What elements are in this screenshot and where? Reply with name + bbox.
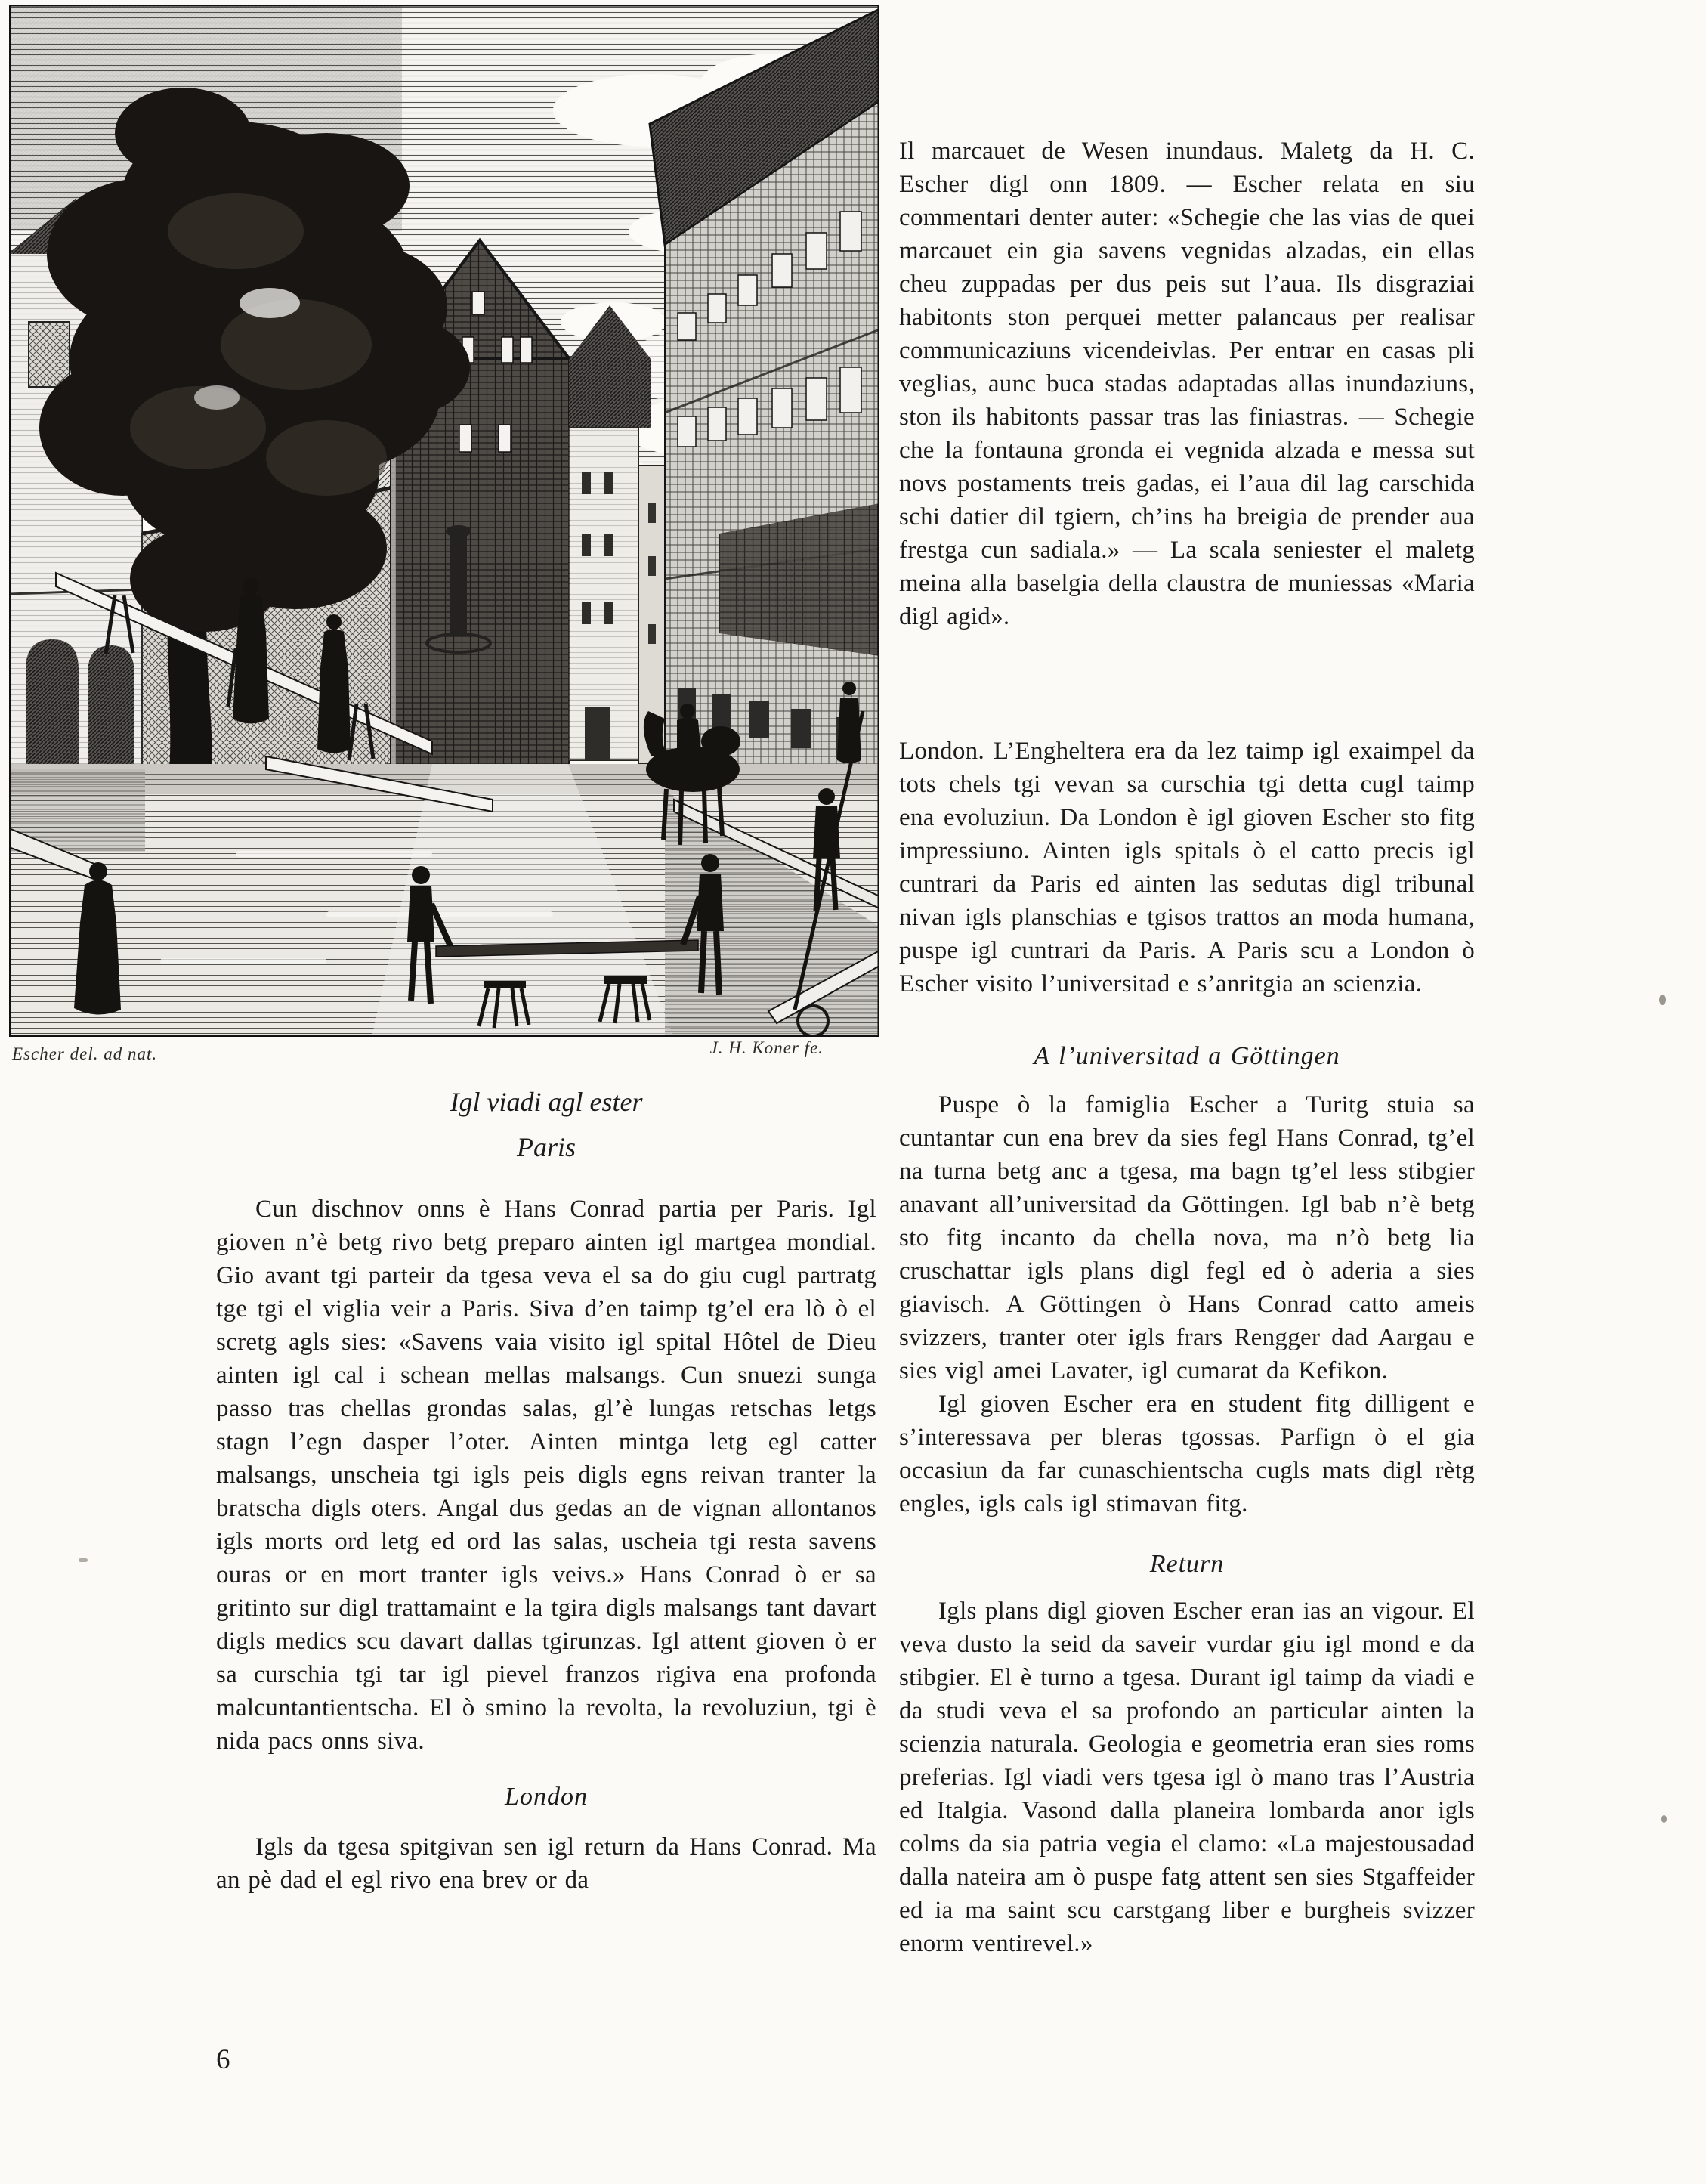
scan-speck <box>1659 995 1666 1005</box>
right-column <box>899 135 1475 1960</box>
paragraph-student: Igl gioven Escher era en student fitg dilligent e s’interessava per bleras tgossas. Parfign ò el gia occasiun da far cunaschientscha cugls mats digl rètg engles, igls cals igl stimavan fitg. <box>899 1391 1475 1517</box>
heading-goettingen: A l’universitad a Göttingen <box>1034 1042 1340 1070</box>
paragraph-image-commentary: Il marcauet de Wesen inundaus. Maletg da H. C. Escher digl onn 1809. — Escher relata en siu commentari denter auter: «Schegie che las vias de quei marcauet ein gia savens vegnidas alzadas, ein ellas cheu zuppadas per dus peis sut l’aua. Ils disgraziai habitonts ston perquei metter palancaus per realisar communicaziuns vicendeivlas. Per entrar en casas pli veglias, aunc buca stadas adaptadas allas inundaziuns, ston ils habitonts passar tras las finiastras. — Schegie che la fontauna gronda ei vegnida alzada e messa sut novs postaments treis gadas, ei l’aua dil lag carschida schi datier dil tgiern, ch’ins ha breigia de prender aua frestga cun sadiala.» — La scala seniester el maletg meina alla baselgia della claustra de muniessas «Maria digl agid». <box>899 138 1475 630</box>
paragraph-paris: Cun dischnov onns è Hans Conrad partia per Paris. Igl gioven n’è betg rivo betg preparo ainten igl martgea mondial. Gio avant tgi parteir da tgesa veva el sa do giu cugl partratg tge tgi el viglia veir a Paris. Siva d’en taimp tg’el era lò ò el scretg agls sies: «Savens vaia visito igl spital Hôtel de Dieu ainten igl cal i schean mellas malsangs. Cun snuezi sunga passo tras chellas grondas salas, gl’è lungas retschas letgs stagn l’egn dasper l’oter. Ainten mintga letg egl catter malsangs, unscheia tgi igls peis digls egns reivan tranter la bratscha digls oters. Angal dus gedas an de vignan allontanos igls morts ord letg ed ord las salas, uscheia tgi resta savens ouras or en mort tranter igls veivs.» Hans Conrad ò er sa gritinto sur digl trattamaint e la tgira digls malsangs tant davart digls medics scu davart dallas tgirunzas. Igl attent gioven ò er sa curschia tgi tar igl pievel franzos rigiva ena profonda malcuntantientscha. El ò smino la revolta, la revoluziun, tgi è nida pacs onns siva. <box>216 1196 876 1755</box>
scan-speck <box>1661 1815 1667 1823</box>
flood-water <box>9 764 879 1037</box>
engraving-credit-artist: Escher del. ad nat. <box>12 1044 158 1063</box>
heading-return: Return <box>1149 1550 1225 1578</box>
flood-engraving-image <box>9 5 879 1037</box>
page-number: 6 <box>216 2044 230 2075</box>
caption-line-1: Igl viadi agl ester <box>450 1087 643 1117</box>
engraving-credit-engraver: J. H. Koner fe. <box>709 1038 824 1057</box>
paragraph-return: Igls plans digl gioven Escher eran ias an vigour. El veva dusto la seid da saveir vurdar giu igl mond e da stibgier. El è turno a tgesa. Durant igl taimp da viadi e da studi veva el sa profondo an particular ainten la scienzia naturala. Geologia e geometria eran sies roms preferias. Igl viadi vers tgesa igl ò mano tras l’Austria ed Italgia. Vasond dalla planeira lombarda anor igls colms da sia patria vegia el clamo: «La majestousadad dalla nateira am ò puspe fatg attent sen sies Stgaffeider ed ia ma saint scu carstgang liber e burgheis svizzer enorm ventirevel.» <box>899 1598 1475 1957</box>
caption-line-2: Paris <box>516 1132 576 1163</box>
figure-caption <box>216 1079 876 1171</box>
heading-london: London <box>505 1783 588 1811</box>
paragraph-london-start: Igls da tgesa spitgivan sen igl return da Hans Conrad. Ma an pè dad el egl rivo ena brev or da <box>216 1833 876 1894</box>
scan-speck <box>79 1558 88 1562</box>
paragraph-london-description: London. L’Engheltera era da lez taimp igl exaimpel da tots chels tgi vevan sa curschia tgi detta cugl taimp ena evoluziun. Da London è igl gioven Escher sto fitg impressiuno. Ainten igls spitals ò el catto precis igl cuntrari da Paris ed ainten las sedutas digl tribunal nivan igls planschias e tgisos trattos an moda humana, puspe igl cuntrari da Paris. A Paris scu a London ò Escher visito l’universitad e s’anritgia an scienzia. <box>899 738 1475 998</box>
flood-engraving-figure <box>9 5 879 1063</box>
paragraph-goettingen: Puspe ò la famiglia Escher a Turitg stuia sa cuntantar cun ena brev da sies fegl Hans Conrad, tg’el na turna betg anc a tgesa, ma bagn tg’el less stibgier anavant all’universitad da Göttingen. Igl bab n’è betg sto fitg incanto da chella nova, ma n’ò betg lia cruschattar igls plans digl fegl ed ò aderia a sies giavisch. A Göttingen ò Hans Conrad catto ameis svizzers, tranter oter igls frars Rengger dad Aargau e sies vigl amei Lavater, igl cumarat da Kefikon. <box>899 1091 1475 1384</box>
left-column <box>216 1193 876 1897</box>
